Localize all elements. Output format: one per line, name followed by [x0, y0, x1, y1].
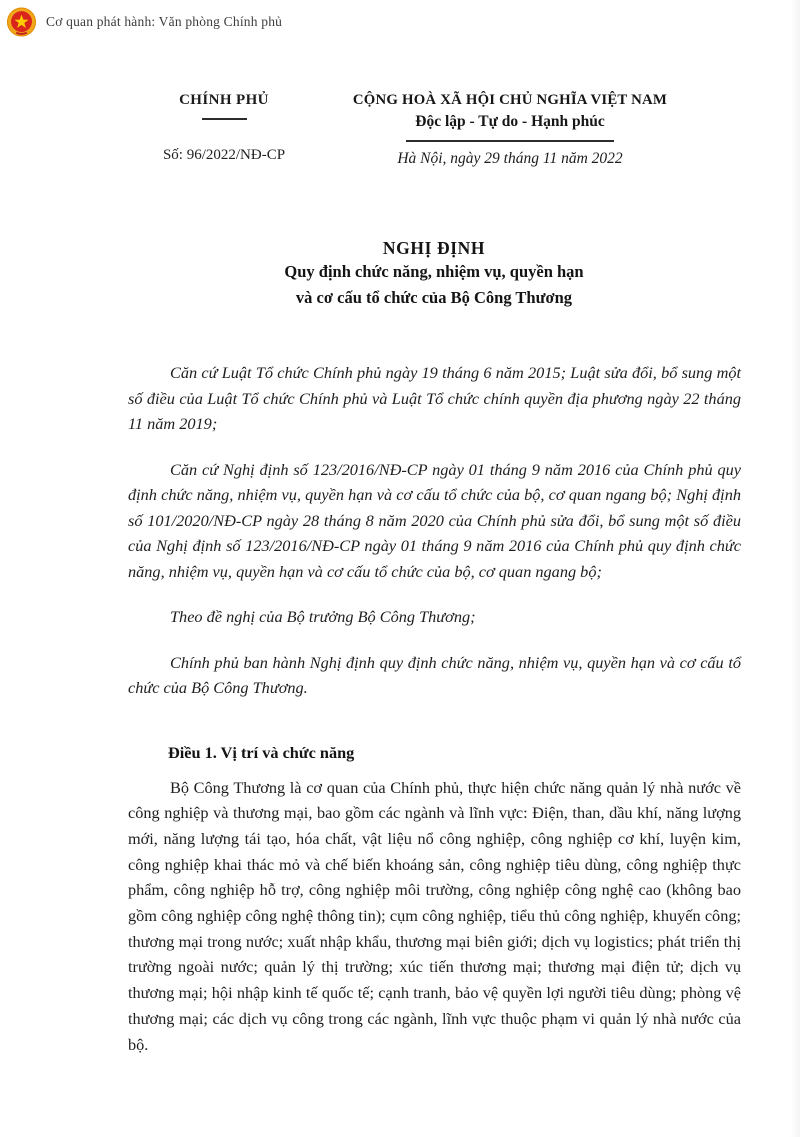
doc-header-left: [138, 92, 310, 164]
vietnam-national-emblem-icon: [6, 7, 37, 38]
doc-number: Số: 96/2022/NĐ-CP: [162, 147, 286, 163]
doc-subtitle-line-2: và cơ cấu tổ chức của Bộ Công Thương: [295, 288, 573, 307]
issuer-topbar: [0, 0, 800, 44]
preamble-paragraph: Theo đề nghị của Bộ trưởng Bộ Công Thương;: [170, 607, 476, 626]
motto-underline-rule: [406, 140, 614, 142]
doc-header-right: [338, 92, 682, 168]
article-1-body: Bộ Công Thương là cơ quan của Chính phủ, thực hiện chức năng quản lý nhà nước về công nghiệp và thương mại, bao gồm các ngành và lĩnh vực: Điện, than, dầu khí, năng lượng mới, năng lượng tái tạo, hóa chất, vật liệu nổ công nghiệp, công nghiệp cơ khí, luyện kim, công nghiệp khai thác mỏ và chế biến khoáng sản, công nghiệp tiêu dùng, công nghiệp thực phẩm, công nghiệp hỗ trợ, công nghiệp môi trường, công nghiệp công nghệ cao (không bao gồm công nghiệp công nghệ thông tin); cụm công nghiệp, tiểu thủ công nghiệp, khuyến công; thương mại trong nước; xuất nhập khẩu, thương mại biên giới; dịch vụ logistics; phát triển thị trường ngoài nước; quản lý thị trường; xúc tiến thương mại; thương mại điện tử; dịch vụ thương mại; hội nhập kinh tế quốc tế; cạnh tranh, bảo vệ quyền lợi người tiêu dùng; phòng vệ thương mại; các dịch vụ công trong các ngành, lĩnh vực thuộc phạm vi quản lý nhà nước của bộ.: [128, 777, 741, 1054]
doc-body: [128, 360, 741, 1057]
preamble-paragraph: Căn cứ Nghị định số 123/2016/NĐ-CP ngày 01 tháng 9 năm 2016 của Chính phủ quy định chức năng, nhiệm vụ, quyền hạn và cơ cấu tổ chức của bộ, cơ quan ngang bộ; Nghị định số 101/2020/NĐ-CP ngày 28 tháng 8 năm 2020 của Chính phủ sửa đổi, bổ sung một số điều của Nghị định số 123/2016/NĐ-CP ngày 01 tháng 9 năm 2016 của Chính phủ quy định chức năng, nhiệm vụ, quyền hạn và cơ cấu tổ chức của bộ, cơ quan ngang bộ;: [128, 459, 741, 581]
issuer-label: Cơ quan phát hành: Văn phòng Chính phủ: [46, 14, 283, 29]
org-underline-rule: [202, 118, 247, 120]
preamble-paragraph: Chính phủ ban hành Nghị định quy định chức năng, nhiệm vụ, quyền hạn và cơ cấu tổ chức của Bộ Công Thương.: [128, 652, 741, 697]
issuing-org-name: CHÍNH PHỦ: [179, 92, 269, 108]
national-heading: CỘNG HOÀ XÃ HỘI CHỦ NGHĨA VIỆT NAM: [352, 92, 668, 108]
doc-type-title: NGHỊ ĐỊNH: [382, 238, 486, 258]
national-motto: Độc lập - Tự do - Hạnh phúc: [415, 113, 605, 130]
scan-edge-shading: [790, 0, 800, 1137]
doc-subtitle-line-1: Quy định chức năng, nhiệm vụ, quyền hạn: [284, 262, 584, 281]
article-1-heading: Điều 1. Vị trí và chức năng: [168, 742, 355, 762]
doc-title-block: [128, 238, 740, 311]
preamble-paragraph: Căn cứ Luật Tổ chức Chính phủ ngày 19 tháng 6 năm 2015; Luật sửa đổi, bổ sung một số điều của Luật Tổ chức Chính phủ và Luật Tổ chức chính quyền địa phương ngày 22 tháng 11 năm 2019;: [128, 363, 741, 433]
place-and-date: Hà Nội, ngày 29 tháng 11 năm 2022: [397, 150, 623, 167]
